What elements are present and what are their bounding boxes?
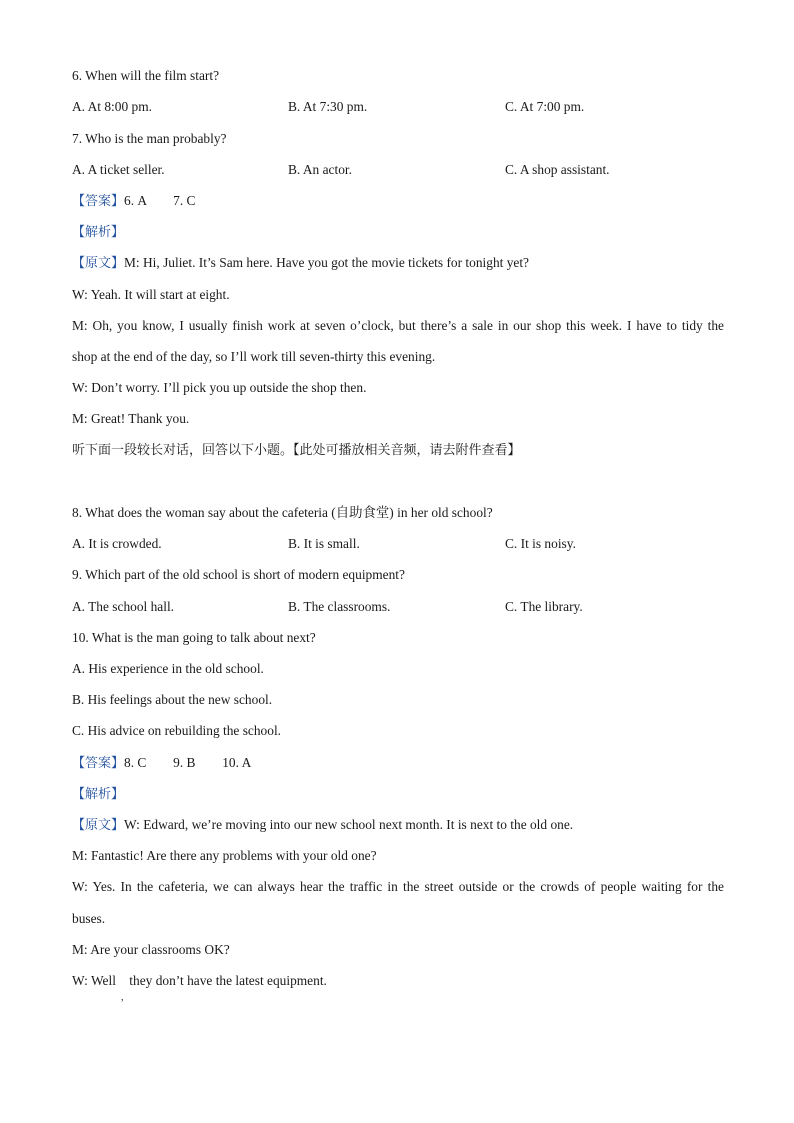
q9-option-c: C. The library. [505,599,583,614]
analysis-line-1 [72,223,724,242]
q10-option-a: A. His experience in the old school. [72,661,264,676]
q7-option-c: C. A shop assistant. [505,162,610,177]
q6-option-c: C. At 7:00 pm. [505,99,585,114]
answer-label: 【答案】 [72,194,125,209]
transcript-2-line-3: W: Yes. In the cafeteria, we can always hear the traffic in the street outside or the crowds of people waiting for the [72,879,724,894]
q8-option-c: C. It is noisy. [505,536,576,551]
transcript-1-line-3: M: Oh, you know, I usually finish work at seven o’clock, but there’s a sale in our shop this week. I have to tidy the [72,318,724,333]
q9-option-b: B. The classrooms. [288,599,391,614]
transcript-2-line-6: W: Well they don’t have the latest equipment. [72,973,327,988]
transcript-1-line-1 [72,254,724,273]
transcript-2-line-2: M: Fantastic! Are there any problems with your old one? [72,848,377,863]
transcript-2-line-4: buses. [72,911,106,926]
transcript-1-line-4: shop at the end of the day, so I’ll work till seven-thirty this evening. [72,349,436,364]
question-7: 7. Who is the man probably? [72,131,227,146]
q9-option-a: A. The school hall. [72,599,175,614]
q8-option-a: A. It is crowded. [72,536,162,551]
q6-option-b: B. At 7:30 pm. [288,99,368,114]
question-6: 6. When will the film start? [72,68,220,83]
original-label: 【原文】 [72,256,125,271]
answer-text: 6. A 7. C [124,193,196,208]
q6-option-a: A. At 8:00 pm. [72,99,152,114]
stray-comma-mark: , [121,992,124,1003]
answer-label: 【答案】 [72,756,125,771]
transcript-text: W: Edward, we’re moving into our new school next month. It is next to the old one. [124,817,574,832]
original-label: 【原文】 [72,818,125,833]
transcript-1-line-5: W: Don’t worry. I’ll pick you up outside the shop then. [72,380,367,395]
analysis-label: 【解析】 [72,787,125,802]
transcript-2-line-5: M: Are your classrooms OK? [72,942,230,957]
question-9: 9. Which part of the old school is short of modern equipment? [72,567,405,582]
listening-instruction: 听下面一段较长对话，回答以下小题。【此处可播放相关音频，请去附件查看】 [72,443,521,458]
transcript-1-line-6: M: Great! Thank you. [72,411,190,426]
q10-option-b: B. His feelings about the new school. [72,692,273,707]
question-8: 8. What does the woman say about the cafeteria (自助食堂) in her old school? [72,505,493,520]
q10-option-c: C. His advice on rebuilding the school. [72,723,282,738]
analysis-label: 【解析】 [72,225,125,240]
q7-option-b: B. An actor. [288,162,352,177]
answer-line-1 [72,192,724,211]
q8-option-b: B. It is small. [288,536,360,551]
transcript-2-line-1 [72,816,724,835]
q7-option-a: A. A ticket seller. [72,162,165,177]
transcript-text: M: Hi, Juliet. It’s Sam here. Have you got the movie tickets for tonight yet? [124,255,530,270]
answer-text: 8. C 9. B 10. A [124,755,252,770]
transcript-1-line-2: W: Yeah. It will start at eight. [72,287,230,302]
answer-line-2 [72,754,724,773]
question-10: 10. What is the man going to talk about next? [72,630,316,645]
analysis-line-2 [72,785,724,804]
